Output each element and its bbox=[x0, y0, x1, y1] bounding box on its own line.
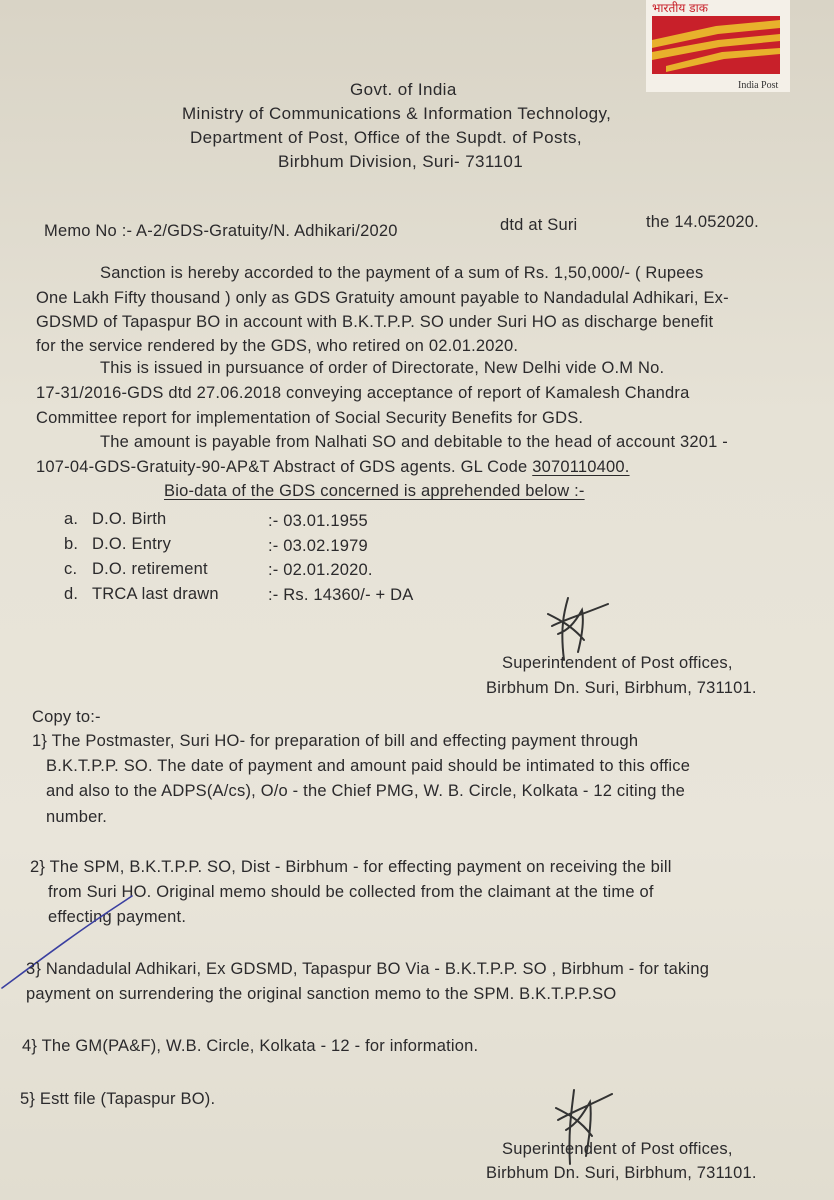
signature2-title: Superintendent of Post offices, bbox=[502, 1140, 733, 1158]
india-post-logo bbox=[646, 0, 790, 92]
para3-line2 bbox=[36, 458, 630, 477]
biodata-key: c. bbox=[64, 560, 78, 578]
copy3-line2: payment on surrendering the original sanction memo to the SPM. B.K.T.P.P.SO bbox=[26, 985, 617, 1003]
biodata-label: D.O. retirement bbox=[92, 560, 208, 578]
biodata-key: b. bbox=[64, 535, 79, 553]
biodata-value: :- Rs. 14360/- + DA bbox=[268, 586, 414, 604]
biodata-value: :- 03.02.1979 bbox=[268, 537, 368, 555]
para2-line2: 17-31/2016-GDS dtd 27.06.2018 conveying acceptance of report of Kamalesh Chandra bbox=[36, 384, 690, 402]
header-department: Department of Post, Office of the Supdt. of Posts, bbox=[190, 128, 582, 147]
memo-date: the 14.052020. bbox=[646, 213, 759, 231]
copy1-line1: 1} The Postmaster, Suri HO- for preparation of bill and effecting payment through bbox=[32, 732, 639, 750]
para1-line3: GDSMD of Tapaspur BO in account with B.K.T.P.P. SO under Suri HO as discharge benefit bbox=[36, 313, 714, 331]
para3-line1: The amount is payable from Nalhati SO and debitable to the head of account 3201 - bbox=[100, 433, 729, 451]
signature2-address: Birbhum Dn. Suri, Birbhum, 731101. bbox=[486, 1164, 757, 1182]
memo-number: Memo No :- A-2/GDS-Gratuity/N. Adhikari/2020 bbox=[44, 222, 398, 240]
para2-line3: Committee report for implementation of Social Security Benefits for GDS. bbox=[36, 409, 584, 427]
biodata-heading: Bio-data of the GDS concerned is apprehended below :- bbox=[164, 482, 585, 500]
copy1-line4: number. bbox=[46, 808, 108, 826]
para1-line1: Sanction is hereby accorded to the payment of a sum of Rs. 1,50,000/- ( Rupees bbox=[100, 264, 704, 282]
account-head-text: 107-04-GDS-Gratuity-90-AP&T Abstract of GDS agents. GL Code bbox=[36, 458, 528, 476]
biodata-label: D.O. Birth bbox=[92, 510, 167, 528]
biodata-key: d. bbox=[64, 585, 79, 603]
memo-dtd: dtd at Suri bbox=[500, 216, 578, 234]
copy2-line3: effecting payment. bbox=[48, 908, 187, 926]
para1-line4: for the service rendered by the GDS, who retired on 02.01.2020. bbox=[36, 337, 519, 355]
copy4: 4} The GM(PA&F), W.B. Circle, Kolkata - 12 - for information. bbox=[22, 1037, 479, 1055]
copy1-line2: B.K.T.P.P. SO. The date of payment and amount paid should be intimated to this office bbox=[46, 757, 691, 775]
header-ministry: Ministry of Communications & Information Technology, bbox=[182, 104, 612, 123]
para1-line2: One Lakh Fifty thousand ) only as GDS Gratuity amount payable to Nandadulal Adhikari, Ex- bbox=[36, 289, 729, 307]
copy2-line2: from Suri HO. Original memo should be collected from the claimant at the time of bbox=[48, 883, 654, 901]
logo-hindi-text: भारतीय डाक bbox=[652, 1, 708, 15]
copy5: 5} Estt file (Tapaspur BO). bbox=[20, 1090, 216, 1108]
copy-to-heading: Copy to:- bbox=[32, 708, 101, 726]
logo-english-text: India Post bbox=[738, 80, 779, 91]
biodata-label: TRCA last drawn bbox=[92, 585, 219, 603]
biodata-key: a. bbox=[64, 510, 79, 528]
copy3-line1: 3} Nandadulal Adhikari, Ex GDSMD, Tapaspur BO Via - B.K.T.P.P. SO , Birbhum - for taking bbox=[26, 960, 710, 978]
gl-code: 3070110400. bbox=[532, 458, 630, 476]
signature1-address: Birbhum Dn. Suri, Birbhum, 731101. bbox=[486, 679, 757, 697]
biodata-value: :- 03.01.1955 bbox=[268, 512, 368, 530]
biodata-label: D.O. Entry bbox=[92, 535, 172, 553]
biodata-value: :- 02.01.2020. bbox=[268, 561, 373, 579]
header-division: Birbhum Division, Suri- 731101 bbox=[278, 152, 524, 171]
signature1-title: Superintendent of Post offices, bbox=[502, 654, 733, 672]
para2-line1: This is issued in pursuance of order of Directorate, New Delhi vide O.M No. bbox=[100, 359, 665, 377]
copy1-line3: and also to the ADPS(A/cs), O/o - the Chief PMG, W. B. Circle, Kolkata - 12 citing the bbox=[46, 782, 685, 800]
copy2-line1: 2} The SPM, B.K.T.P.P. SO, Dist - Birbhum - for effecting payment on receiving the bill bbox=[30, 858, 672, 876]
header-govt: Govt. of India bbox=[350, 80, 457, 99]
